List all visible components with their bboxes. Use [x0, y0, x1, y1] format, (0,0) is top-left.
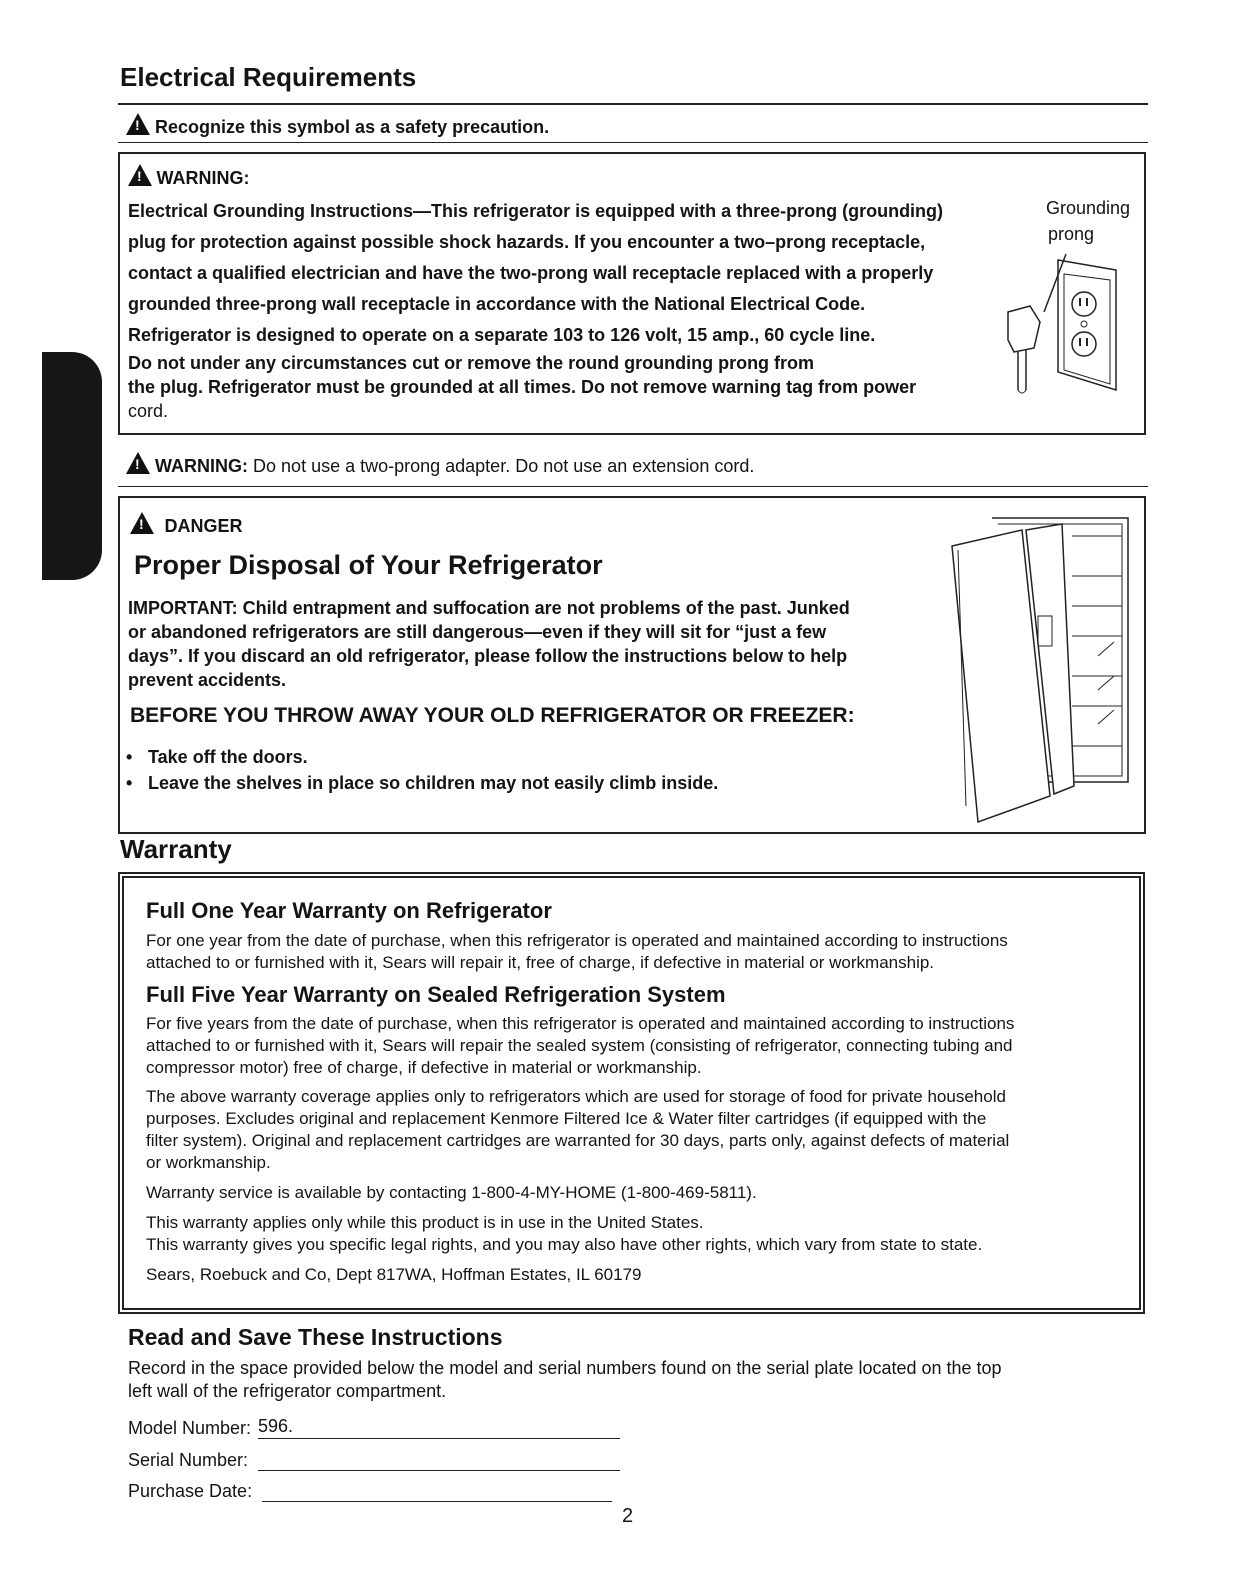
warning-triangle-icon	[128, 164, 152, 186]
page-number: 2	[622, 1505, 634, 1527]
list-item: • Leave the shelves in place so children may not easily climb inside.	[122, 770, 718, 796]
warning-triangle-icon	[126, 452, 150, 474]
five-year-line-3: compressor motor) free of charge, if defective in material or workmanship.	[146, 1058, 702, 1077]
one-year-line-2: attached to or furnished with it, Sears will repair it, free of charge, if defective in material or workmanship.	[146, 953, 935, 972]
warning-line-4: grounded three-prong wall receptacle in accordance with the National Electrical Code.	[128, 294, 866, 314]
one-year-line-1: For one year from the date of purchase, when this refrigerator is operated and maintained according to instructions	[146, 931, 1008, 950]
read-save-line-1: Record in the space provided below the model and serial numbers found on the serial plate located on the top	[128, 1358, 1002, 1378]
read-save-line-2: left wall of the refrigerator compartment.	[128, 1381, 447, 1401]
warning-line-5: Refrigerator is designed to operate on a separate 103 to 126 volt, 15 amp., 60 cycle line.	[128, 325, 876, 345]
important-line-4: prevent accidents.	[128, 670, 287, 690]
adapter-warning: ! WARNING: Do not use a two-prong adapter. Do not use an extension cord.	[126, 452, 754, 477]
outlet-plug-illustration	[1000, 252, 1120, 402]
five-year-line-1: For five years from the date of purchase, when this refrigerator is operated and maintained according to instructions	[146, 1014, 1015, 1033]
warranty-rights: This warranty gives you specific legal rights, and you may also have other rights, which vary from state to state.	[146, 1235, 983, 1254]
warranty-box	[118, 872, 1145, 1314]
disposal-danger-box	[118, 496, 1146, 834]
warning-triangle-icon	[126, 113, 150, 135]
refrigerator-illustration	[942, 506, 1142, 826]
disposal-steps-list	[122, 744, 718, 796]
warning-line-1: Electrical Grounding Instructions—This refrigerator is equipped with a three-prong (grounding)	[128, 201, 944, 221]
warning-heading: ! WARNING:	[128, 164, 249, 189]
coverage-line-3: filter system). Original and replacement cartridges are warranted for 30 days, parts only, against defects of material	[146, 1131, 1010, 1150]
serial-number-label: Serial Number:	[128, 1450, 249, 1470]
coverage-line-1: The above warranty coverage applies only to refrigerators which are used for storage of food for private household	[146, 1087, 1006, 1106]
safety-symbol-note: ! Recognize this symbol as a safety precaution.	[126, 113, 549, 138]
important-line-3: days”. If you discard an old refrigerator, please follow the instructions below to help	[128, 646, 848, 666]
important-line-1: IMPORTANT: Child entrapment and suffocation are not problems of the past. Junked	[128, 598, 850, 618]
model-number-field[interactable]: 596.	[258, 1416, 620, 1439]
five-year-warranty-title: Full Five Year Warranty on Sealed Refrigeration System	[146, 982, 726, 1007]
coverage-line-2: purposes. Excludes original and replacement Kenmore Filtered Ice & Water filter cartridges (if equipped with the	[146, 1109, 987, 1128]
title-divider	[118, 103, 1148, 105]
warranty-service: Warranty service is available by contacting 1-800-4-MY-HOME (1-800-469-5811).	[146, 1183, 757, 1202]
warning-line-8: cord.	[128, 401, 169, 421]
serial-number-field[interactable]	[258, 1448, 620, 1471]
model-number-label: Model Number:	[128, 1418, 252, 1438]
warning-line-2: plug for protection against possible shock hazards. If you encounter a two–prong receptacle,	[128, 232, 926, 252]
warranty-title: Warranty	[120, 834, 232, 864]
important-line-2: or abandoned refrigerators are still dangerous—even if they will sit for “just a few	[128, 622, 827, 642]
one-year-warranty-title: Full One Year Warranty on Refrigerator	[146, 898, 552, 923]
list-item: • Take off the doors.	[122, 744, 718, 770]
grounding-label: Grounding	[1046, 198, 1131, 218]
warning-line-7: the plug. Refrigerator must be grounded at all times. Do not remove warning tag from power	[128, 377, 917, 397]
warranty-usa: This warranty applies only while this product is in use in the United States.	[146, 1213, 704, 1232]
language-side-tab	[42, 352, 102, 580]
danger-triangle-icon	[130, 512, 154, 534]
before-throw-away-heading: BEFORE YOU THROW AWAY YOUR OLD REFRIGERATOR OR FREEZER:	[130, 704, 855, 727]
purchase-date-label: Purchase Date:	[128, 1481, 253, 1501]
danger-heading: ! DANGER	[130, 512, 242, 537]
purchase-date-field[interactable]	[262, 1479, 612, 1502]
disposal-title: Proper Disposal of Your Refrigerator	[134, 550, 603, 580]
electrical-requirements-title: Electrical Requirements	[120, 62, 417, 92]
warning-line-6: Do not under any circumstances cut or remove the round grounding prong from	[128, 353, 815, 373]
language-tab-label: English	[0, 398, 33, 497]
grounding-warning-box	[118, 152, 1146, 435]
warranty-address: Sears, Roebuck and Co, Dept 817WA, Hoffman Estates, IL 60179	[146, 1265, 642, 1284]
warning-line-3: contact a qualified electrician and have the two-prong wall receptacle replaced with a properly	[128, 263, 934, 283]
prong-label: prong	[1048, 224, 1095, 244]
five-year-line-2: attached to or furnished with it, Sears will repair the sealed system (consisting of refrigerator, connecting tubing and	[146, 1036, 1013, 1055]
coverage-line-4: or workmanship.	[146, 1153, 271, 1172]
read-save-title: Read and Save These Instructions	[128, 1324, 503, 1350]
divider	[118, 486, 1148, 487]
divider	[118, 142, 1148, 143]
